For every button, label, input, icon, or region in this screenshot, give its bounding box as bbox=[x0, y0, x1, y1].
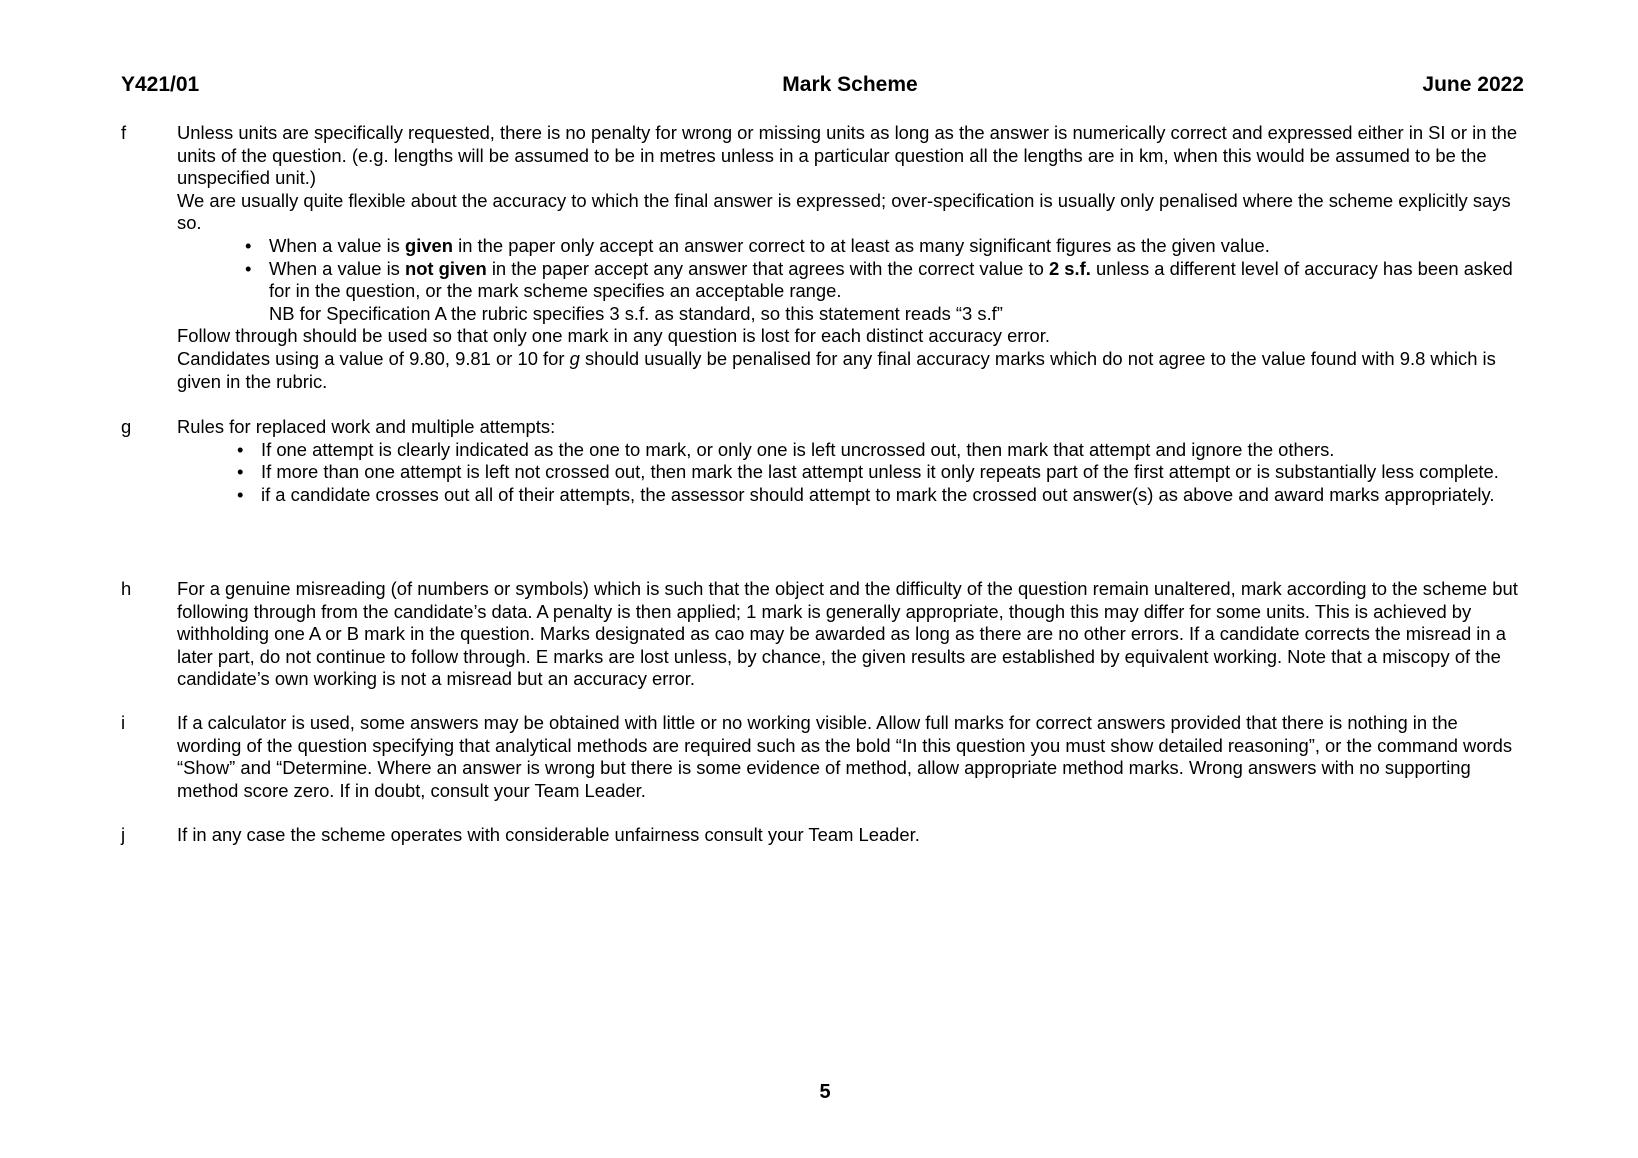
page-title: Mark Scheme bbox=[782, 73, 918, 96]
paragraph: Rules for replaced work and multiple attempts: bbox=[177, 416, 556, 437]
bullet-list bbox=[245, 234, 1524, 325]
bullet-icon: • bbox=[237, 461, 244, 483]
section-letter: i bbox=[121, 712, 126, 733]
section-letter: g bbox=[121, 416, 132, 437]
bold-text: 2 s.f. bbox=[1048, 257, 1091, 279]
section-f bbox=[121, 122, 1524, 393]
paragraph: For a genuine misreading (of numbers or symbols) which is such that the object and the difficulty of the question remain unaltered, mark according to the scheme but following through from the candidate’s data. A penalty is then applied; 1 mark is generally appropriate, though this may differ for some units. This is achieved by withholding one A or B mark in the question. Marks designated as cao may be awarded as long as there are no other errors. If a candidate corrects the misread in a later part, do not continue to follow through. E marks are lost unless, by chance, the given results are established by equivalent working. Note that a miscopy of the candidate’s own working is not a misread but an accuracy error. bbox=[177, 578, 1518, 690]
document-code: Y421/01 bbox=[121, 73, 200, 96]
page-number: 5 bbox=[819, 1081, 831, 1103]
paragraph: Candidates using a value of 9.80, 9.81 or 10 for g should usually be penalised for any final accuracy marks which do not agree to the value found with 9.8 which is given in the rubric. bbox=[177, 347, 1496, 392]
list-item: • If more than one attempt is left not crossed out, then mark the last attempt unless it only repeats part of the first attempt or is substantially less complete. bbox=[237, 461, 1499, 483]
list-item: • When a value is not given in the paper accept any answer that agrees with the correct value to 2 s.f. unless a different level of accuracy has been asked for in the question, or the mark scheme specifies an acceptable range. NB for Specification A the rubric specifies 3 s.f. as standard, so this statement reads “3 s.f” bbox=[269, 258, 1524, 326]
section-h bbox=[121, 578, 1524, 691]
bullet-icon: • bbox=[245, 257, 252, 279]
section-letter: h bbox=[121, 578, 132, 599]
bullet-icon: • bbox=[237, 483, 244, 505]
list-item: • When a value is given in the paper only accept an answer correct to at least as many significant figures as the given value. bbox=[245, 234, 1270, 256]
bullet-list bbox=[237, 438, 1524, 507]
section-g bbox=[121, 416, 1524, 506]
bullet-icon: • bbox=[245, 234, 252, 256]
paragraph: We are usually quite flexible about the accuracy to which the final answer is expressed; over-specification is usually only penalised where the scheme explicitly says so. bbox=[177, 189, 1511, 234]
list-item: • If one attempt is clearly indicated as the one to mark, or only one is left uncrossed out, then mark that attempt and ignore the others. bbox=[237, 438, 1335, 460]
document-date: June 2022 bbox=[1422, 73, 1524, 96]
paragraph: If a calculator is used, some answers may be obtained with little or no working visible. Allow full marks for correct answers provided that there is nothing in the wording of the question specifying that analytical methods are required such as the bold “In this question you must show detailed reasoning”, or the command words “Show” and “Determine. Where an answer is wrong but there is some evidence of method, allow appropriate method marks. Wrong answers with no supporting method score zero. If in doubt, consult your Team Leader. bbox=[177, 712, 1513, 801]
bold-text: given bbox=[404, 234, 454, 256]
paragraph: If in any case the scheme operates with considerable unfairness consult your Team Leader. bbox=[177, 824, 920, 845]
section-i bbox=[121, 712, 1524, 802]
paragraph: Follow through should be used so that only one mark in any question is lost for each distinct accuracy error. bbox=[177, 325, 1050, 347]
section-letter: j bbox=[121, 824, 126, 845]
italic-symbol: g bbox=[569, 347, 580, 369]
bold-text: not given bbox=[404, 257, 487, 279]
paragraph: Unless units are specifically requested, there is no penalty for wrong or missing units as long as the answer is numerically correct and expressed either in SI or in the units of the question. (e.g. lengths will be assumed to be in metres unless in a particular question all the lengths are in km, when this would be assumed to be the unspecified unit.) bbox=[177, 122, 1518, 189]
list-item: • if a candidate crosses out all of their attempts, the assessor should attempt to mark the crossed out answer(s) as above and award marks appropriately. bbox=[237, 483, 1495, 505]
note: NB for Specification A the rubric specifies 3 s.f. as standard, so this statement reads “3 s.f” bbox=[269, 302, 1003, 324]
bullet-icon: • bbox=[237, 438, 244, 460]
section-j bbox=[121, 824, 1524, 847]
section-letter: f bbox=[121, 122, 127, 143]
